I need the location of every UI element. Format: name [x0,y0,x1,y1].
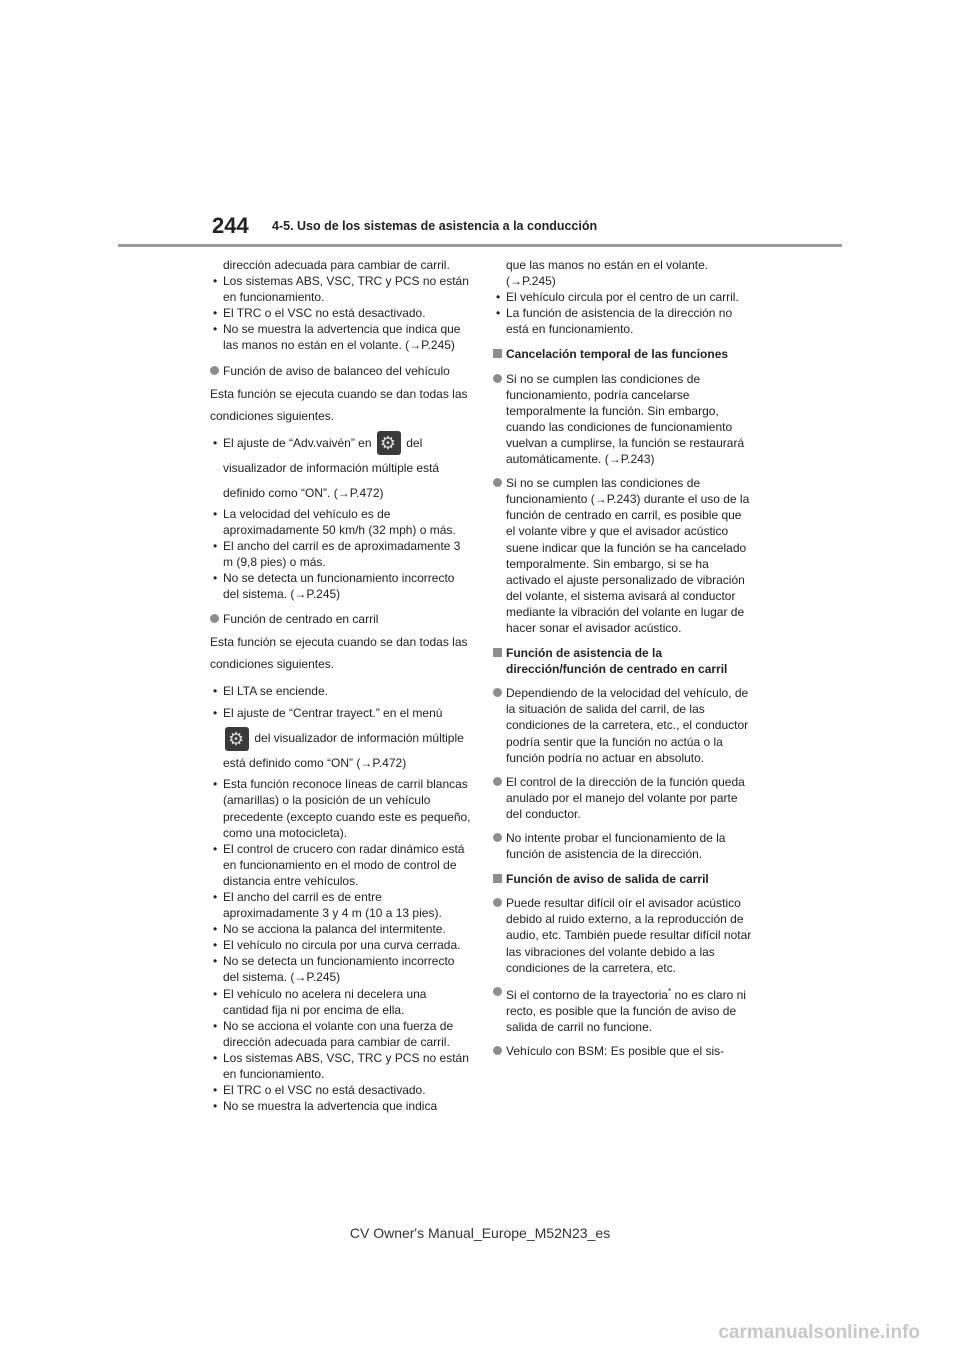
gear-icon [225,727,249,751]
list-item: • No se muestra la advertencia que indica que las manos no están en el volante. (→P.245) [213,322,461,353]
list-item: No intente probar el funcionamiento de la función de asistencia de la dirección. [493,830,753,862]
list-item: que las manos no están en el volante. (→P.245) [506,258,709,289]
list-item: Dependiendo de la velocidad del vehículo, de la situación de salida del carril, de las condiciones de la carretera, etc., el conductor podría sentir que la función no actúa o la función podría no actuar en absoluto. [493,685,753,765]
circle-bullet-icon [493,833,502,842]
list-item: Vehículo con BSM: Es posible que el sis- [493,1043,753,1059]
list-item: • El ajuste de “Centrar trayect.” en el menú ⚙ del visualizador de información múltiple está definido como “ON” (→P.472) [210,701,472,776]
circle-bullet-icon [493,374,502,383]
center-heading: Función de centrado en carril [210,611,472,627]
list-item: • El vehículo circula por el centro de un carril. [496,290,739,305]
list-item: • Los sistemas ABS, VSC, TRC y PCS no están en funcionamiento. [213,1050,469,1081]
list-item: • El control de crucero con radar dinámico está en funcionamiento en el modo de control de distancia entre vehículos. [213,841,465,888]
square-bullet-icon [493,349,502,358]
list-item: • Esta función reconoce líneas de carril blancas (amarillas) o la posición de un vehículo precedente (excepto cuando este es pequeño, como una motocicleta). [213,777,471,840]
left-column [210,257,472,1114]
circle-bullet-icon [493,898,502,907]
list-item: • El ancho del carril es de entre aproximadamente 3 y 4 m (10 a 13 pies). [213,889,442,921]
list-item: • La función de asistencia de la dirección no está en funcionamiento. [496,306,733,337]
list-item: • No se detecta un funcionamiento incorrecto del sistema. (→P.245) [213,954,455,985]
list-item: • La velocidad del vehículo es de aproximadamente 50 km/h (32 mph) o más. [213,506,456,537]
watermark: carmanualsonline.info [718,1322,920,1343]
center-paragraph: Esta función se ejecuta cuando se dan todas las condiciones siguientes. [210,635,468,672]
circle-bullet-icon [210,366,219,375]
lane-heading: Función de aviso de salida de carril [493,871,753,887]
right-column [493,257,753,1061]
section-title: 4-5. Uso de los sistemas de asistencia a la conducción [272,219,598,233]
list-item: • El vehículo no circula por una curva cerrada. [213,938,461,953]
page-number: 244 [212,213,249,238]
list-item: dirección adecuada para cambiar de carril. [223,258,450,272]
square-bullet-icon [493,648,502,657]
list-item: Puede resultar difícil oír el avisador acústico debido al ruido externo, a la reproducción de audio, etc. También puede resultar difícil notar las vibraciones del volante debido a las condiciones de la carretera, etc. [493,895,753,975]
circle-bullet-icon [493,688,502,697]
sway-heading: Función de aviso de balanceo del vehículo [210,363,472,379]
list-item: • El TRC o el VSC no está desactivado. [213,1083,426,1098]
circle-bullet-icon [493,987,502,996]
list-item: • El ajuste de “Adv.vaivén” en ⚙ del visualizador de información múltiple está definido como “ON”. (→P.472) [210,431,472,506]
circle-bullet-icon [493,478,502,487]
list-item: • No se detecta un funcionamiento incorrecto del sistema. (→P.245) [213,571,455,602]
gear-icon [377,431,401,455]
circle-bullet-icon [210,614,219,623]
list-item: • El ancho del carril es de aproximadamente 3 m (9,8 pies) o más. [213,538,461,569]
list-item: El control de la dirección de la función queda anulado por el manejo del volante por parte del conductor. [493,774,753,822]
list-item: • El TRC o el VSC no está desactivado. [213,306,426,321]
list-item: Si el contorno de la trayectoria* no es claro ni recto, es posible que la función de aviso de salida de carril no funcione. [493,984,753,1035]
square-bullet-icon [493,874,502,883]
list-item: • Los sistemas ABS, VSC, TRC y PCS no están en funcionamiento. [213,274,469,305]
list-item: Si no se cumplen las condiciones de funcionamiento, podría cancelarse temporalmente la función. Sin embargo, cuando las condiciones de funcionamiento vuelvan a cumplirse, la función se restaurará automáticamente. (→P.243) [493,371,753,468]
list-item: • El vehículo no acelera ni decelera una cantidad fija ni por encima de ella. [213,986,427,1017]
assist-heading: Función de asistencia de la dirección/función de centrado en carril [493,645,753,677]
cancel-heading: Cancelación temporal de las funciones [493,346,753,362]
list-item: Si no se cumplen las condiciones de funcionamiento (→P.243) durante el uso de la función de centrado en carril, es posible que el volante vibre y que el avisador acústico suene indicar que la función se ha cancelado temporalmente. Sin embargo, si se ha activado el ajuste personalizado de vibración del volante, el sistema avisará al conductor mediante la vibración del volante en lugar de hacer sonar el avisador acústico. [493,475,753,636]
manual-name: CV Owner's Manual_Europe_M52N23_es [349,1225,611,1241]
header-rule [118,244,842,247]
list-item: • No se acciona el volante con una fuerza de dirección adecuada para cambiar de carril. [213,1018,454,1049]
page-header [0,0,960,250]
circle-bullet-icon [493,777,502,786]
footnote-marker: * [668,986,672,996]
list-item: • No se acciona la palanca del intermitente. [213,922,446,937]
circle-bullet-icon [493,1046,502,1055]
list-item: • No se muestra la advertencia que indica [213,1099,438,1114]
sway-paragraph: Esta función se ejecuta cuando se dan todas las condiciones siguientes. [210,386,468,423]
list-item: • El LTA se enciende. [213,684,328,699]
